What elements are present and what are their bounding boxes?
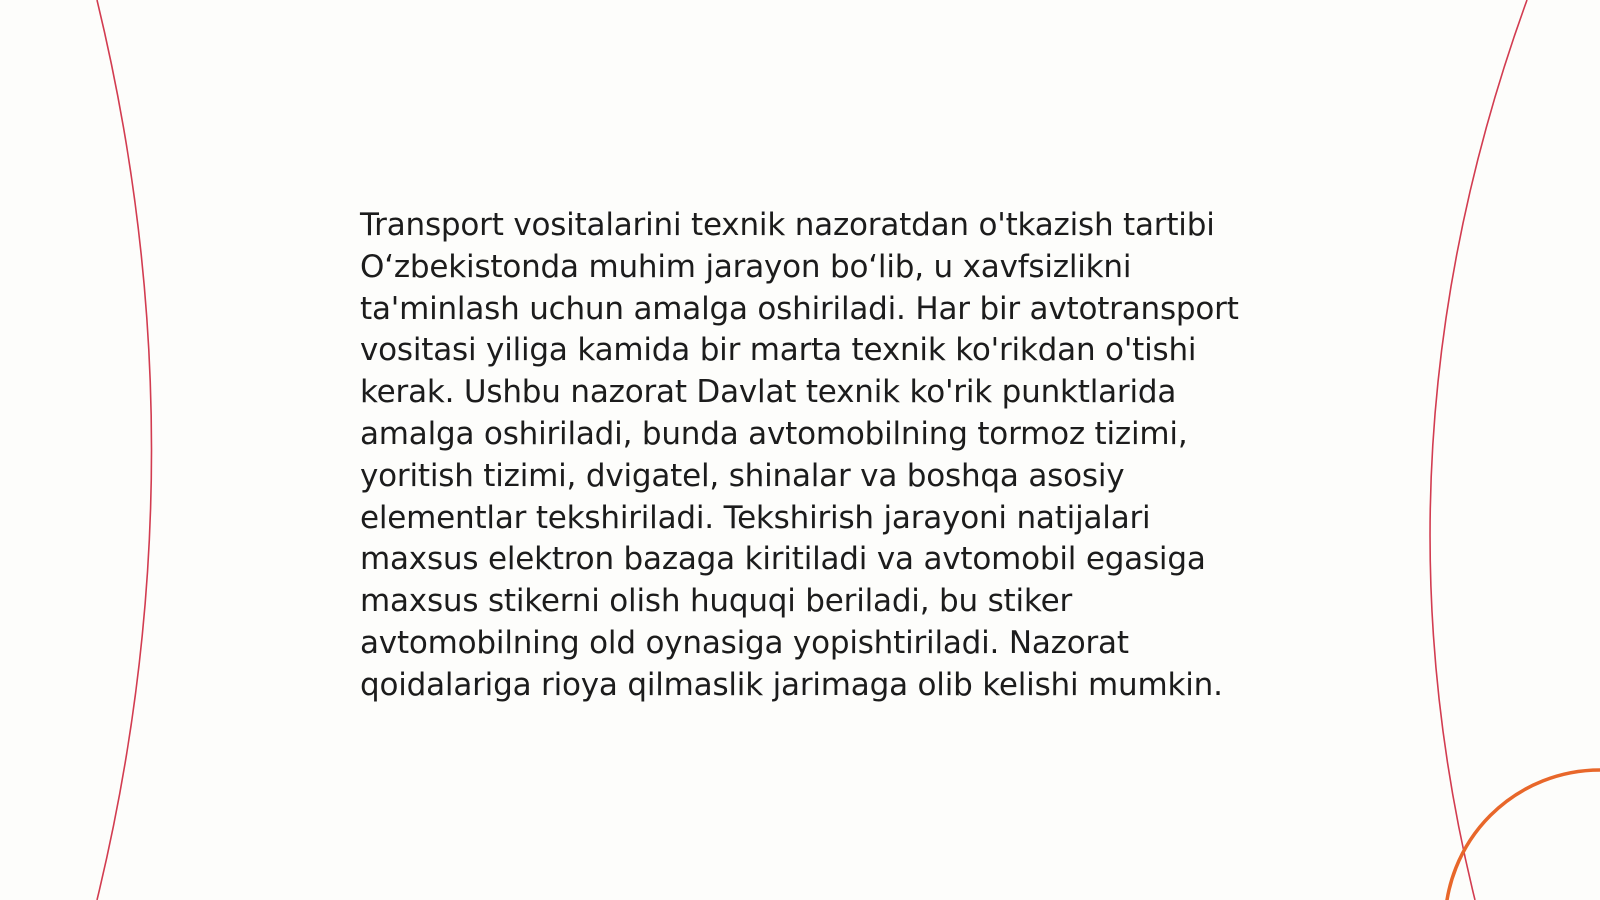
left-curve-line [97,0,152,900]
accent-arc [1445,770,1600,900]
body-paragraph: Transport vositalarini texnik nazoratdan o'tkazish tartibi O‘zbekistonda muhim jarayon bo‘lib, u xavfsizlikni ta'minlash uchun amalga oshiriladi. Har bir avtotransport vositasi yiliga kamida bir marta texnik ko'rikdan o'tishi kerak. Ushbu nazorat Davlat texnik ko'rik punktlarida amalga oshiriladi, bunda avtomobilning tormoz tizimi, yoritish tizimi, dvigatel, shinalar va boshqa asosiy elementlar tekshiriladi. Tekshirish jarayoni natijalari maxsus elektron bazaga kiritiladi va avtomobil egasiga maxsus stikerni olish huquqi beriladi, bu stiker avtomobilning old oynasiga yopishtiriladi. Nazorat qoidalariga rioya qilmaslik jarimaga olib kelishi mumkin. [360,207,1239,703]
right-curve-line [1430,0,1527,900]
